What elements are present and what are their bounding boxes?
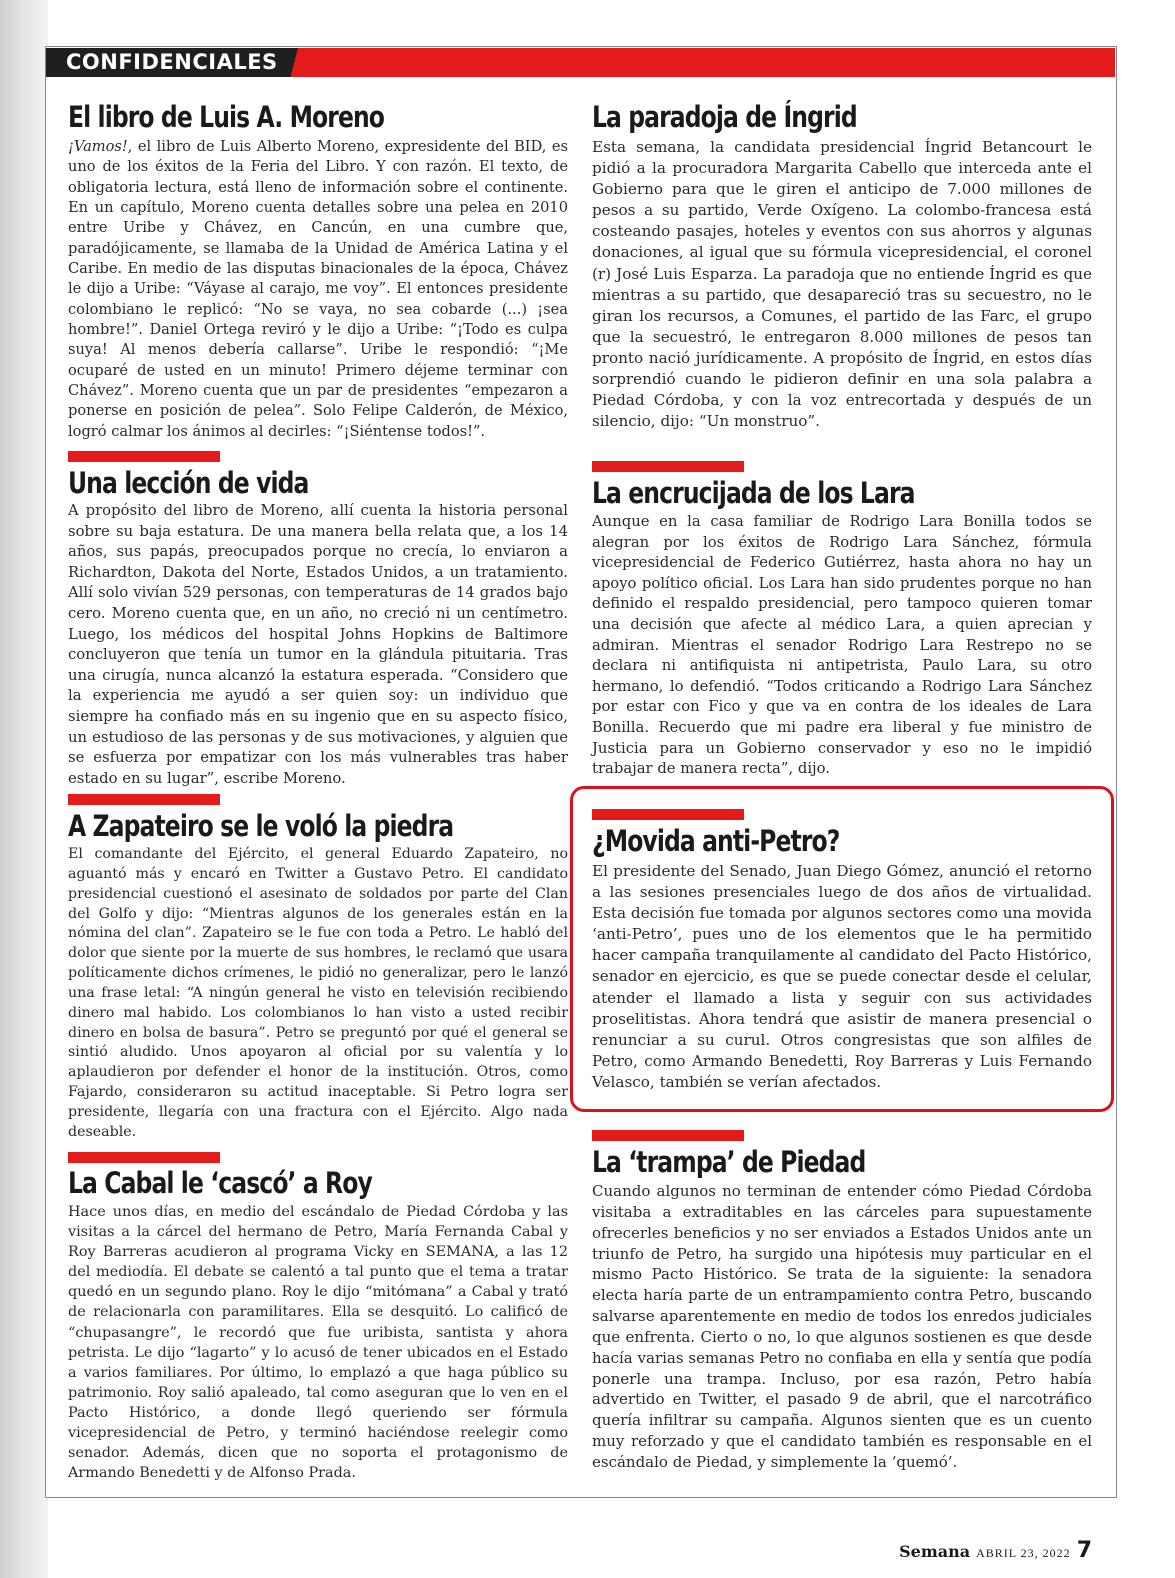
article-headline: El libro de Luis A. Moreno <box>68 100 385 134</box>
page-number: 7 <box>1076 1538 1092 1563</box>
article-body: Esta semana, la candidata presidencial Íngrid Betancourt le pidió a la procuradora Margarita Cabello que interceda ante el Gobierno para que le giren el anticipo de 7.000 millones de pesos a su partido, Verde Oxígeno. La colombo-francesa está costeando pasajes, hoteles y eventos con sus ahorros y algunas donaciones, al igual que su fórmula vicepresidencial, el coronel (r) José Luis Esparza. La paradoja que no entiende Íngrid es que mientras a su partido, que desapareció tras su secuestro, no le giran los recursos, a Comunes, el partido de las Farc, el grupo que la secuestró, le entregaron 8.000 millones de pesos tan pronto nació jurídicamente. A propósito de Íngrid, en estos días sorprendió cuando le pidieron definir en una sola palabra a Piedad Córdoba, y con la voz entrecortada y después de un silencio, dijo: “Un monstruo”. <box>592 138 1092 431</box>
article-headline: Una lección de vida <box>68 466 309 500</box>
article-body: El comandante del Ejército, el general Eduardo Zapateiro, no aguantó más y encaró en Twitter a Gustavo Petro. El candidato presidencial cuestionó el asesinato de soldados por parte del Clan del Golfo y dijo: “Mientras algunos de los generales están en la nómina del clan”. Zapateiro se le fue con toda a Petro. Le habló del dolor que siente por la muerte de sus hombres, le reclamó que usara políticamente dichos crímenes, le pidió no generalizar, pero le lanzó una frase letal: “A ningún general he visto en televisión recibiendo dinero mal habido. Los colombianos lo han visto a usted recibir dinero en bolsa de basura”. Petro se preguntó por qué el general se sintió aludido. Unos apoyaron al oficial por su valentía y lo aplaudieron por defender el honor de la institución. Otros, como Fajardo, consideraron su actitud inaceptable. Si Petro logra ser presidente, llegaría con una fractura con el Ejército. Algo nada deseable. <box>68 846 568 1140</box>
article-headline: ¿Movida anti-Petro? <box>592 824 840 858</box>
binding-gutter <box>0 0 48 1578</box>
article-body-text: , el libro de Luis Alberto Moreno, expresidente del BID, es uno de los éxitos de la Feria del Libro. Y con razón. El texto, de obligatoria lectura, está lleno de información sobre el continente. En un capítulo, Moreno cuenta detalles sobre una pelea en 2010 entre Uribe y Chávez, en Cancún, en una cumbre que, paradójicamente, se llamaba de la Unidad de América Latina y el Caribe. En medio de las disputas binacionales de la época, Chávez le dijo a Uribe: “Váyase al carajo, me voy”. El entonces presidente colombiano le replicó: “No se vaya, no sea cobarde (...) ¡sea hombre!”. Daniel Ortega reviró y le dijo a Uribe: “¡Todo es culpa suya! Al menos debería callarse”. Uribe le respondió: “¡Me ocuparé de usted en un minuto! Primero déjeme terminar con Chávez”. Moreno cuenta que un par de presidentes “empezaron a ponerse en posición de pelea”. Solo Felipe Calderón, de México, logró calmar los ánimos al decirles: “¡Siéntense todos!”. <box>68 138 568 440</box>
article-red-bar <box>68 451 220 462</box>
article-red-bar <box>68 794 220 805</box>
section-label: CONFIDENCIALES <box>66 50 278 74</box>
article-red-bar <box>592 1130 744 1141</box>
article-body: Aunque en la casa familiar de Rodrigo Lara Bonilla todos se alegran por los éxitos de Rodrigo Lara Sánchez, fórmula vicepresidencial de Federico Gutiérrez, hasta ahora no hay un apoyo político oficial. Los Lara han sido prudentes porque no han definido el respaldo presidencial, pero tampoco quieren tomar una decisión que afecte al médico Lara, a quien aprecian y admiran. Mientras el senador Rodrigo Lara Restrepo no se declara ni antifiquista ni antipetrista, Paulo Lara, su otro hermano, lo defendió. “Todos criticando a Rodrigo Lara Sánchez por estar con Fico y que va en contra de los ideales de Lara Bonilla. Recuerdo que mi padre era liberal y fue ministro de Justicia para un Gobierno conservador y eso no le impidió trabajar de manera recta”, dijo. <box>592 513 1092 778</box>
magazine-name: Semana <box>899 1542 971 1561</box>
article-red-bar <box>592 461 744 472</box>
article-headline: A Zapateiro se le voló la piedra <box>68 809 454 843</box>
article-headline: La paradoja de Íngrid <box>592 100 857 134</box>
article-body: A propósito del libro de Moreno, allí cuenta la historia personal sobre su baja estatura. De una manera bella relata que, a los 14 años, sus papás, preocupados porque no crecía, lo enviaron a Richardton, Dakota del Norte, Estados Unidos, a un tratamiento. Allí solo vivían 529 personas, con temperaturas de 14 grados bajo cero. Moreno cuenta que, en un año, no creció ni un centímetro. Luego, los médicos del hospital Johns Hopkins de Baltimore concluyeron que tenía un tumor en la glándula pituitaria. Tras una cirugía, nunca alcanzó la estatura esperada. “Considero que la experiencia me ayudó a ser quien soy: un individuo que siempre ha confiado más en su ingenio que en su aspecto físico, un estudioso de las personas y de sus motivaciones, y alguien que se esfuerza por empatizar con los más vulnerables tras haber estado en su lugar”, escribe Moreno. <box>68 502 568 787</box>
article-headline: La Cabal le ‘cascó’ a Roy <box>68 1166 372 1200</box>
article-body: Cuando algunos no terminan de entender cómo Piedad Córdoba visitaba a extraditables en las cárceles para supuestamente ofrecerles beneficios y no ser enviados a Estados Unidos ante un triunfo de Petro, ha surgido una hipótesis muy particular en el mismo Pacto Histórico. Se trata de la siguiente: la senadora electa haría parte de un entrampamiento contra Petro, buscando salvarse aparentemente en medio de todos los enredos judiciales que enfrenta. Cierto o no, lo que algunos sostienen es que desde hacía varias semanas Petro no confiaba en ella y sentía que podía ponerle una trampa. Incluso, por esa razón, Petro había advertido en Twitter, el pasado 9 de abril, que el narcotráfico quería infiltrar su campaña. Algunos sienten que es un cuento muy reforzado y que el candidato también es responsable en el escándalo de Piedad, y simplemente la ‘quemó’. <box>592 1182 1092 1471</box>
article-headline: La ‘trampa’ de Piedad <box>592 1145 866 1179</box>
article-red-bar <box>592 809 744 820</box>
article-body <box>68 137 568 442</box>
issue-date: ABRIL 23, 2022 <box>976 1546 1071 1560</box>
article-body: Hace unos días, en medio del escándalo de Piedad Córdoba y las visitas a la cárcel del hermano de Petro, María Fernanda Cabal y Roy Barreras acudieron al programa Vicky en SEMANA, a las 12 del mediodía. El debate se calentó a tal punto que el tema a tratar quedó en un segundo plano. Roy le dijo “mitómana” a Cabal y trató de relacionarla con paramilitares. Ella se desquitó. Lo calificó de “chupasangre”, le recordó que fue uribista, santista y ahora petrista. Le dijo “lagarto” y lo acusó de tener ubicados en el Estado a varios familiares. Por último, lo emplazó a que haga público su patrimonio. Roy salió apaleado, tal como aseguran que lo ven en el Pacto Histórico, a donde llegó queriendo ser fórmula vicepresidencial de Petro, y terminó haciéndose reelegir como senador. Además, dicen que no soporta el protagonismo de Armando Benedetti y de Alfonso Prada. <box>68 1204 568 1482</box>
article-body-lead: ¡Vamos! <box>68 138 128 155</box>
page-footer <box>899 1538 1092 1563</box>
article-body: El presidente del Senado, Juan Diego Gómez, anunció el retorno a las sesiones presenciales luego de dos años de virtualidad. Esta decisión fue tomada por algunos sectores como una movida ‘anti-Petro’, pues uno de los elementos que le ha permitido hacer campaña tranquilamente al candidato del Pacto Histórico, senador en ejercicio, es que se puede conectar desde el celular, atender el llamado a lista y seguir con sus actividades proselitistas. Ahora tendrá que asistir de manera presencial o renunciar a su curul. Otros congresistas que son alfiles de Petro, como Armando Benedetti, Roy Barreras y Luis Fernando Velasco, también se verían afectados. <box>592 862 1092 1091</box>
article-headline: La encrucijada de los Lara <box>592 476 915 510</box>
article-red-bar <box>68 1152 220 1163</box>
